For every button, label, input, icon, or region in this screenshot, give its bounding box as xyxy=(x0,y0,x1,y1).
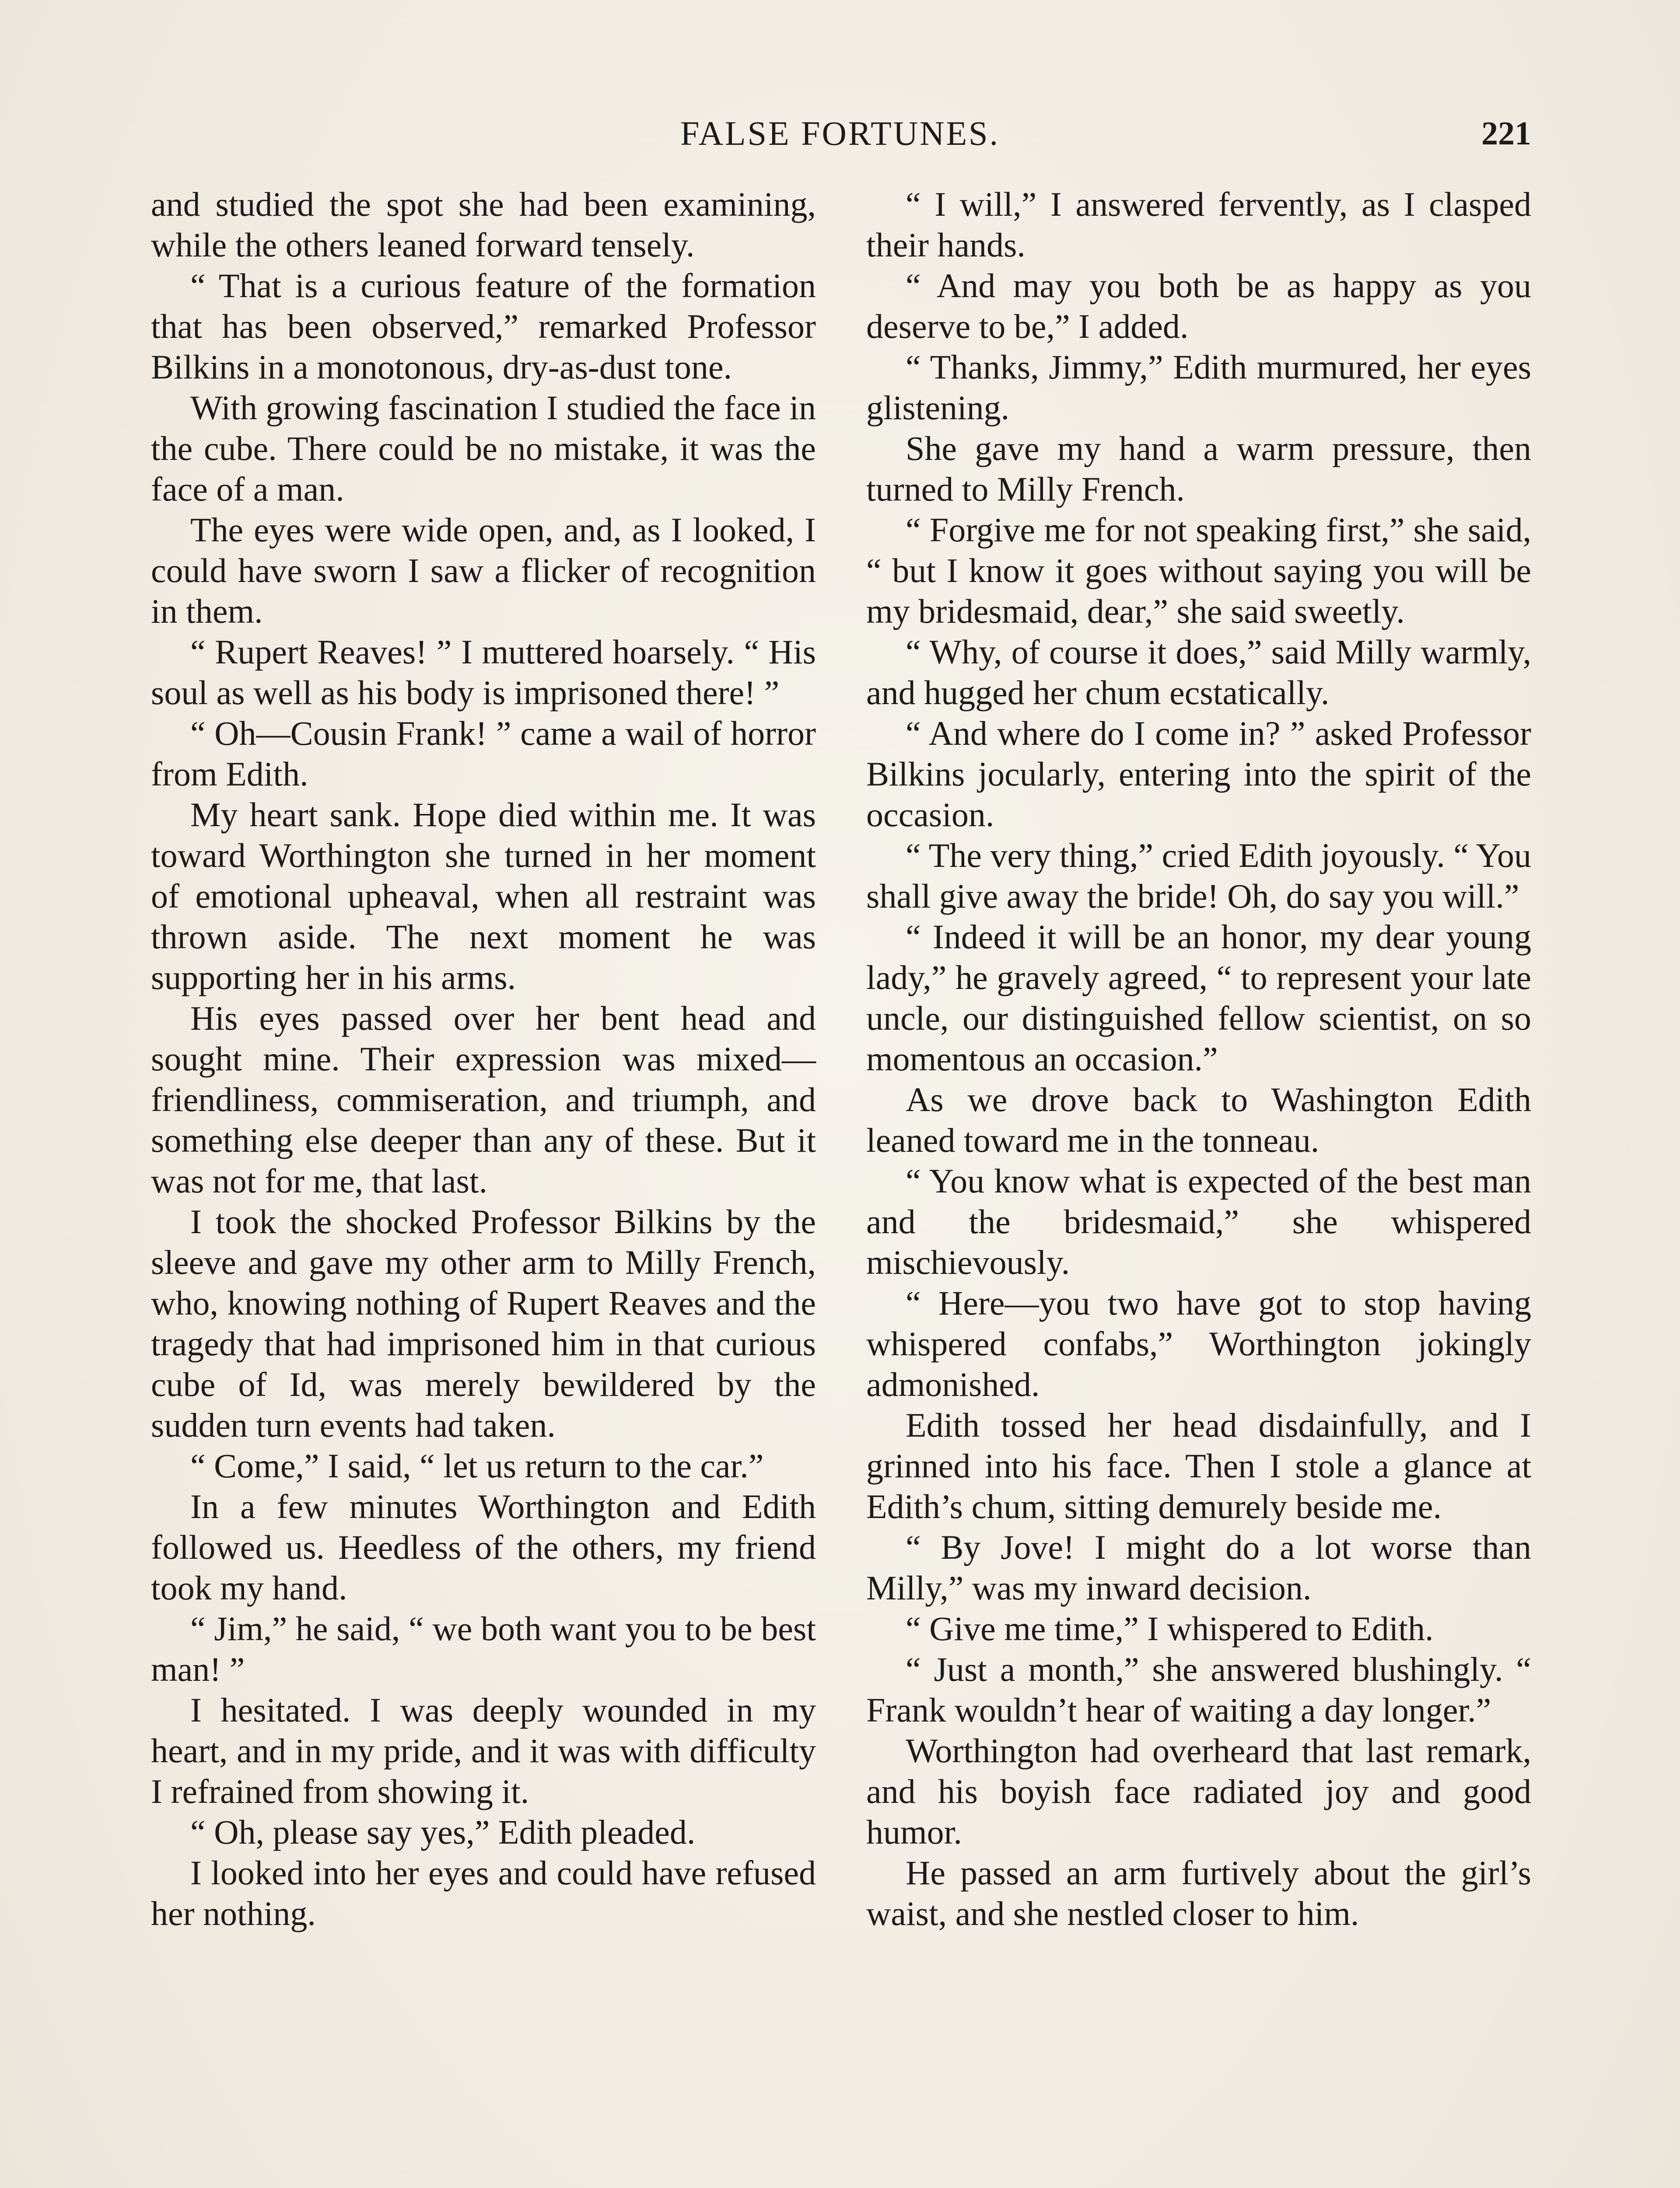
paragraph: She gave my hand a warm pressure, then turned to Milly French. xyxy=(866,429,1531,508)
paragraph: “ Why, of course it does,” said Milly warmly, and hugged her chum ecstatically. xyxy=(866,633,1531,712)
right-column xyxy=(866,184,1531,1934)
paragraph: “ Jim,” he said, “ we both want you to be best man! ” xyxy=(151,1609,816,1688)
page-number: 221 xyxy=(1481,115,1531,152)
paragraph: He passed an arm furtively about the girl’s waist, and she nestled closer to him. xyxy=(866,1854,1531,1932)
paragraph: “ By Jove! I might do a lot worse than Milly,” was my inward decision. xyxy=(866,1528,1531,1607)
paragraph: “ And where do I come in? ” asked Professor Bilkins jocularly, entering into the spirit of the occasion. xyxy=(866,714,1531,834)
paragraph: “ Oh, please say yes,” Edith pleaded. xyxy=(190,1813,696,1851)
paragraph: “ Indeed it will be an honor, my dear young lady,” he gravely agreed, “ to represent your late uncle, our distinguished fellow scientist, on so momentous an occasion.” xyxy=(866,918,1531,1078)
paragraph: “ Forgive me for not speaking first,” she said, “ but I know it goes without saying you will be my bridesmaid, dear,” she said sweetly. xyxy=(866,511,1531,630)
paragraph: “ The very thing,” cried Edith joyously. “ You shall give away the bride! Oh, do say you will.” xyxy=(866,836,1531,915)
paragraph: Worthington had overheard that last remark, and his boyish face radiated joy and good humor. xyxy=(866,1732,1531,1851)
paragraph: As we drove back to Washington Edith leaned toward me in the tonneau. xyxy=(866,1080,1531,1159)
paragraph: “ Rupert Reaves! ” I muttered hoarsely. “ His soul as well as his body is imprisoned there! ” xyxy=(151,633,816,712)
paragraph: With growing fascination I studied the face in the cube. There could be no mistake, it was the face of a man. xyxy=(151,389,816,508)
paragraph: “ Just a month,” she answered blushingly. “ Frank wouldn’t hear of waiting a day longer.” xyxy=(866,1650,1531,1729)
paragraph: “ I will,” I answered fervently, as I clasped their hands. xyxy=(866,185,1531,264)
running-title: FALSE FORTUNES. xyxy=(680,114,1000,152)
paragraph: I took the shocked Professor Bilkins by the sleeve and gave my other arm to Milly French, who, knowing nothing of Rupert Reaves and the tragedy that had imprisoned him in that curious cube of Id, was merely bewildered by the sudden turn events had taken. xyxy=(151,1203,816,1444)
paragraph: My heart sank. Hope died within me. It was toward Worthington she turned in her moment of emotional upheaval, when all restraint was thrown aside. The next moment he was supporting her in his arms. xyxy=(151,796,816,996)
left-column xyxy=(151,184,816,1934)
paragraph: “ Come,” I said, “ let us return to the car.” xyxy=(190,1447,764,1485)
paragraph: His eyes passed over her bent head and sought mine. Their expression was mixed—friendliness, commiseration, and triumph, and something else deeper than any of these. But it was not for me, that last. xyxy=(151,999,816,1200)
paragraph: I hesitated. I was deeply wounded in my heart, and in my pride, and it was with difficulty I refrained from showing it. xyxy=(151,1691,816,1810)
paragraph: “ Thanks, Jimmy,” Edith murmured, her eyes glistening. xyxy=(866,348,1531,427)
paragraph: The eyes were wide open, and, as I looked, I could have sworn I saw a flicker of recognition in them. xyxy=(151,511,816,630)
paragraph: Edith tossed her head disdainfully, and I grinned into his face. Then I stole a glance at Edith’s chum, sitting demurely beside me. xyxy=(866,1406,1531,1525)
paragraph: “ You know what is expected of the best man and the bridesmaid,” she whispered mischievously. xyxy=(866,1162,1531,1281)
paragraph: “ Oh—Cousin Frank! ” came a wail of horror from Edith. xyxy=(151,714,816,793)
paragraph: In a few minutes Worthington and Edith followed us. Heedless of the others, my friend took my hand. xyxy=(151,1487,816,1607)
paragraph: “ That is a curious feature of the formation that has been observed,” remarked Professor Bilkins in a monotonous, dry-as-dust tone. xyxy=(151,266,816,386)
paragraph: and studied the spot she had been examining, while the others leaned forward tensely. xyxy=(151,185,816,264)
paragraph: “ And may you both be as happy as you deserve to be,” I added. xyxy=(866,266,1531,345)
page-header xyxy=(149,109,1531,158)
paragraph: “ Give me time,” I whispered to Edith. xyxy=(906,1609,1434,1648)
paragraph: “ Here—you two have got to stop having whispered confabs,” Worthington jokingly admonished. xyxy=(866,1284,1531,1403)
paragraph: I looked into her eyes and could have refused her nothing. xyxy=(151,1854,816,1932)
